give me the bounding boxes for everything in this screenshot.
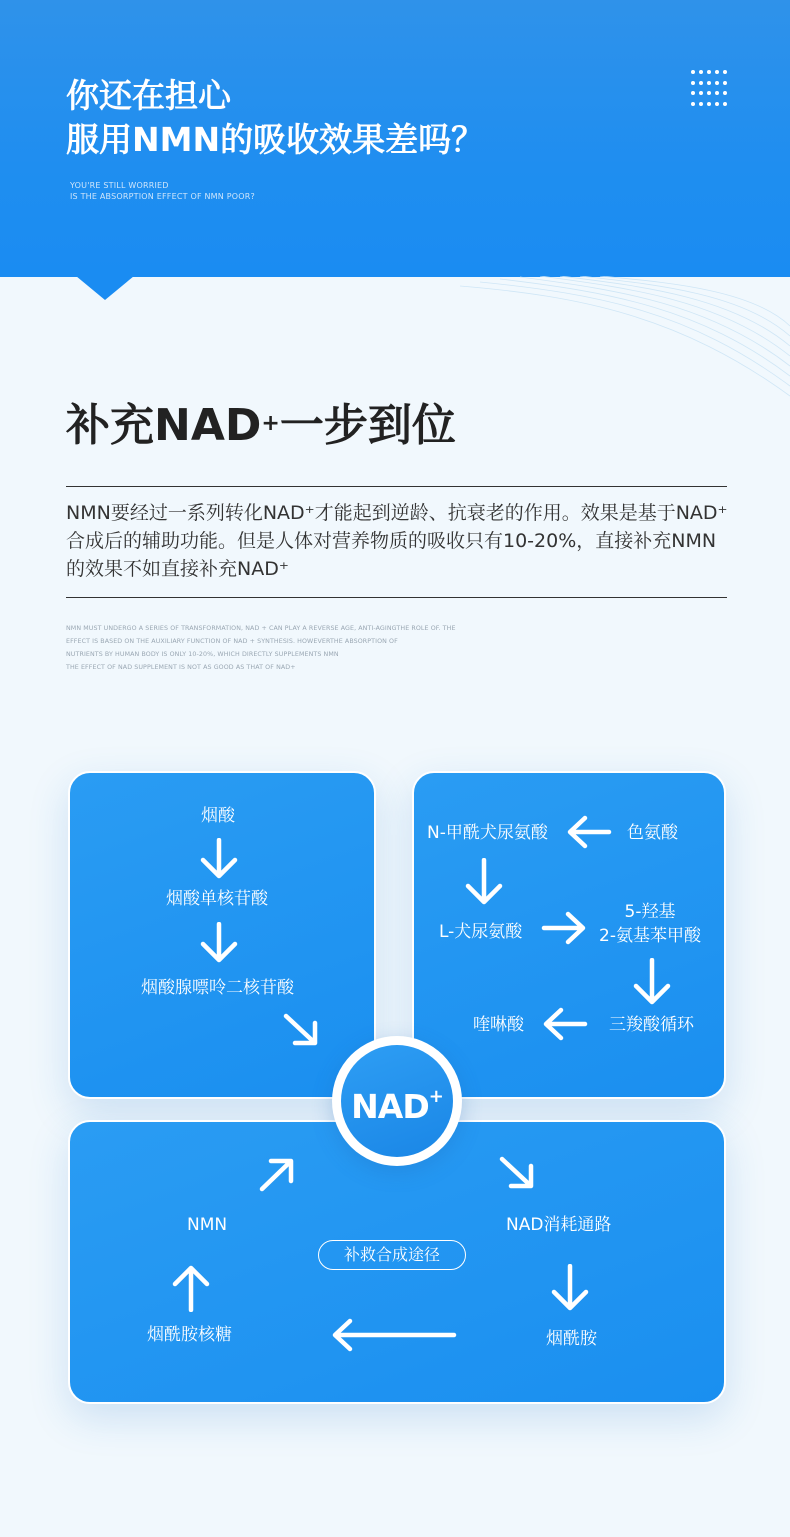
header-subtitle-line2: IS THE ABSORPTION EFFECT OF NMN POOR? bbox=[70, 192, 255, 201]
header-pointer bbox=[76, 276, 134, 300]
node-hydroxy-line1: 5-羟基 bbox=[624, 902, 676, 922]
header-title bbox=[66, 74, 484, 162]
node-hydroxy-line2: 2-氨基苯甲酸 bbox=[599, 926, 701, 946]
node-naad: 烟酸腺嘌呤二核苷酸 bbox=[141, 978, 294, 998]
english-line-2: EFFECT IS BASED ON THE AUXILIARY FUNCTION OF NAD + SYNTHESIS. HOWEVERTHE ABSORPTION OF bbox=[66, 638, 398, 645]
nad-label-text: NAD bbox=[351, 1087, 429, 1126]
arrow-up-icon bbox=[170, 1264, 212, 1312]
node-nmn: NMN bbox=[187, 1215, 228, 1235]
arrow-down-icon bbox=[198, 922, 240, 964]
nad-center-circle bbox=[332, 1036, 462, 1166]
arrow-down-icon bbox=[198, 838, 240, 880]
arrow-down-right-icon bbox=[498, 1153, 538, 1193]
arrow-up-right-icon bbox=[257, 1155, 297, 1195]
node-l-kynurenine: L-犬尿氨酸 bbox=[439, 922, 523, 942]
wave-lines-decoration bbox=[460, 276, 790, 416]
arrow-down-icon bbox=[549, 1264, 591, 1312]
header-banner bbox=[0, 0, 790, 277]
header-subtitle-line1: YOU'RE STILL WORRIED bbox=[70, 181, 169, 190]
node-namn: 烟酸单核苷酸 bbox=[166, 889, 268, 909]
english-line-4: THE EFFECT OF NAD SUPPLEMENT IS NOT AS GOOD AS THAT OF NAD+ bbox=[66, 664, 296, 671]
divider-top bbox=[66, 486, 727, 487]
section-title bbox=[66, 396, 456, 456]
arrow-down-icon bbox=[463, 858, 505, 906]
node-tryptophan: 色氨酸 bbox=[627, 823, 678, 843]
node-tca-cycle: 三羧酸循环 bbox=[609, 1015, 694, 1035]
header-title-line2: 服用NMN的吸收效果差吗？ bbox=[66, 120, 485, 159]
arrow-right-icon bbox=[540, 908, 588, 948]
divider-bottom bbox=[66, 597, 727, 598]
section-title-suffix: 一步到位 bbox=[279, 400, 456, 451]
section-title-sup: + bbox=[261, 411, 280, 436]
node-nicotinamide-riboside: 烟酰胺核糖 bbox=[147, 1325, 232, 1345]
node-nad-consumption: NAD消耗通路 bbox=[506, 1215, 612, 1235]
salvage-pathway-badge: 补救合成途径 bbox=[318, 1240, 466, 1270]
node-hydroxy-anthranilic bbox=[596, 900, 704, 948]
node-n-formylkynurenine: N-甲酰犬尿氨酸 bbox=[427, 823, 548, 843]
arrow-left-long-icon bbox=[330, 1315, 458, 1355]
dot-grid-icon bbox=[691, 70, 727, 108]
english-line-1: NMN MUST UNDERGO A SERIES OF TRANSFORMATION, NAD + CAN PLAY A REVERSE AGE, ANTI-AGINGTHE ROLE OF. THE bbox=[66, 625, 456, 632]
arrow-down-icon bbox=[631, 958, 673, 1006]
header-subtitle bbox=[70, 180, 255, 202]
section-body-english bbox=[66, 622, 536, 674]
header-title-line1: 你还在担心 bbox=[66, 76, 231, 115]
node-niacin: 烟酸 bbox=[201, 806, 235, 826]
node-quinolinic-acid: 喹啉酸 bbox=[473, 1015, 524, 1035]
arrow-left-icon bbox=[541, 1004, 589, 1044]
nad-label-sup: + bbox=[428, 1086, 443, 1107]
english-line-3: NUTRIENTS BY HUMAN BODY IS ONLY 10-20%, WHICH DIRECTLY SUPPLEMENTS NMN bbox=[66, 651, 339, 658]
node-nicotinamide: 烟酰胺 bbox=[546, 1329, 597, 1349]
arrow-down-right-icon bbox=[282, 1010, 322, 1050]
arrow-left-icon bbox=[565, 812, 613, 852]
nad-center-label bbox=[341, 1045, 453, 1157]
section-body: NMN要经过一系列转化NAD⁺才能起到逆龄、抗衰老的作用。效果是基于NAD⁺合成后的辅助功能。但是人体对营养物质的吸收只有10-20%，直接补充NMN的效果不如直接补充NAD⁺ bbox=[66, 502, 728, 580]
section-title-prefix: 补充NAD bbox=[66, 400, 262, 451]
